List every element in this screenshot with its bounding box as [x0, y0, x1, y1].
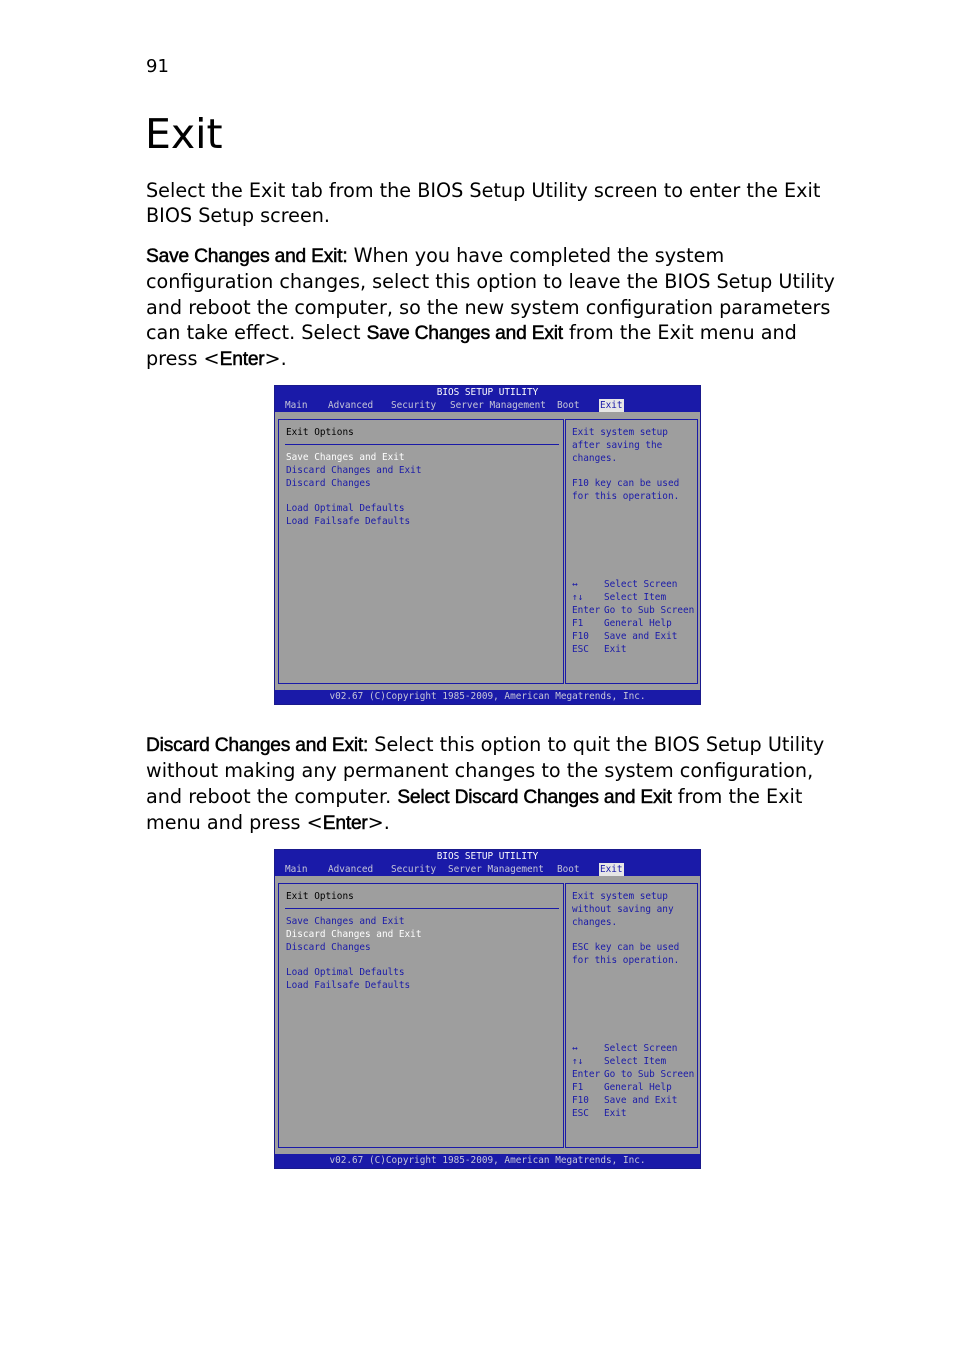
- intro-paragraph: Select the Exit tab from the BIOS Setup Utility screen to enter the Exit BIOS Setup screen.: [146, 179, 821, 228]
- bios-key-desc: Save and Exit: [604, 1095, 678, 1106]
- discard-text-3: >.: [367, 810, 390, 834]
- bios-key-f1: F1: [572, 1082, 584, 1093]
- bios-help-line: without saving any: [572, 904, 674, 915]
- bios-divider: [285, 444, 559, 445]
- save-changes-paragraph: [146, 243, 846, 372]
- bios-menu-bar: [275, 399, 700, 412]
- bios-help-line: changes.: [572, 917, 618, 928]
- bios-help-line: Exit system setup: [572, 891, 668, 902]
- bios-key-enter: Enter: [572, 1069, 601, 1080]
- bios-key-desc: Go to Sub Screen: [604, 1069, 695, 1080]
- bios-key-f10: F10: [572, 631, 589, 642]
- bios-tab-main[interactable]: Main: [285, 400, 308, 411]
- bios-menu-bar: [275, 863, 700, 876]
- bios-title: BIOS SETUP UTILITY: [275, 386, 700, 399]
- bios-option-load-failsafe-defaults[interactable]: Load Failsafe Defaults: [286, 516, 411, 527]
- bios-tab-advanced[interactable]: Advanced: [328, 400, 374, 411]
- bios-help-line: ESC key can be used: [572, 942, 680, 953]
- discard-changes-paragraph: [146, 732, 846, 836]
- discard-bold-2: Enter: [322, 812, 368, 834]
- bios-key-desc: Save and Exit: [604, 631, 678, 642]
- bios-help-line: for this operation.: [572, 491, 680, 502]
- save-bold-1: Save Changes and Exit: [366, 322, 563, 344]
- bios-option-load-optimal-defaults[interactable]: Load Optimal Defaults: [286, 967, 405, 978]
- bios-option-save-changes-and-exit[interactable]: Save Changes and Exit: [286, 452, 405, 463]
- bios-help-panel: [565, 883, 698, 1148]
- bios-key-f10: F10: [572, 1095, 589, 1106]
- bios-tab-server-management[interactable]: Server Management: [450, 400, 546, 411]
- bios-tab-exit[interactable]: Exit: [600, 400, 623, 411]
- bios-key-desc: Select Screen: [604, 579, 678, 590]
- discard-text-2: from the Exit menu and press <: [146, 784, 803, 834]
- discard-term: Discard Changes and Exit:: [146, 735, 369, 756]
- bios-key-desc: General Help: [604, 618, 672, 629]
- bios-option-discard-changes[interactable]: Discard Changes: [286, 942, 371, 953]
- bios-key-arrows-lr: ↔: [572, 1043, 578, 1054]
- bios-help-line: changes.: [572, 453, 618, 464]
- bios-option-discard-changes-and-exit[interactable]: Discard Changes and Exit: [286, 929, 422, 940]
- bios-key-f1: F1: [572, 618, 584, 629]
- bios-tab-exit[interactable]: Exit: [600, 864, 623, 875]
- bios-footer: v02.67 (C)Copyright 1985-2009, American Megatrends, Inc.: [275, 690, 700, 704]
- bios-options-panel: [278, 883, 564, 1148]
- page-number: 91: [146, 56, 169, 77]
- bios-key-desc: General Help: [604, 1082, 672, 1093]
- bios-option-load-failsafe-defaults[interactable]: Load Failsafe Defaults: [286, 980, 411, 991]
- bios-tab-advanced[interactable]: Advanced: [328, 864, 374, 875]
- bios-option-save-changes-and-exit[interactable]: Save Changes and Exit: [286, 916, 405, 927]
- bios-tab-boot[interactable]: Boot: [557, 864, 580, 875]
- bios-footer: v02.67 (C)Copyright 1985-2009, American Megatrends, Inc.: [275, 1154, 700, 1168]
- bios-key-esc: ESC: [572, 644, 589, 655]
- bios-key-desc: Select Screen: [604, 1043, 678, 1054]
- bios-help-panel: [565, 419, 698, 684]
- bios-key-arrows-lr: ↔: [572, 579, 578, 590]
- bios-option-discard-changes[interactable]: Discard Changes: [286, 478, 371, 489]
- page-title: Exit: [145, 110, 223, 158]
- bios-options-panel: [278, 419, 564, 684]
- bios-divider: [285, 908, 559, 909]
- bios-key-desc: Exit: [604, 1108, 627, 1119]
- bios-tab-boot[interactable]: Boot: [557, 400, 580, 411]
- bios-screen-save: [274, 385, 701, 705]
- bios-panel-heading: Exit Options: [286, 427, 354, 438]
- bios-option-discard-changes-and-exit[interactable]: Discard Changes and Exit: [286, 465, 422, 476]
- bios-screen-discard: [274, 849, 701, 1169]
- bios-tab-security[interactable]: Security: [391, 864, 437, 875]
- bios-key-desc: Go to Sub Screen: [604, 605, 695, 616]
- discard-text-1: Select this option to quit the BIOS Setup Utility without making any permanent changes to the system configuration, and reboot the computer.: [146, 733, 825, 808]
- bios-tab-main[interactable]: Main: [285, 864, 308, 875]
- bios-key-arrows-ud: ↑↓: [572, 1056, 584, 1067]
- bios-key-desc: Select Item: [604, 592, 667, 603]
- bios-panel-heading: Exit Options: [286, 891, 354, 902]
- save-text-2: from the Exit menu and press <: [146, 320, 797, 371]
- bios-help-line: Exit system setup: [572, 427, 668, 438]
- save-text-3: >.: [264, 347, 287, 371]
- bios-help-line: for this operation.: [572, 955, 680, 966]
- bios-help-line: after saving the: [572, 440, 663, 451]
- bios-help-line: F10 key can be used: [572, 478, 680, 489]
- bios-key-arrows-ud: ↑↓: [572, 592, 584, 603]
- bios-title: BIOS SETUP UTILITY: [275, 850, 700, 863]
- save-term: Save Changes and Exit:: [146, 246, 348, 267]
- bios-key-esc: ESC: [572, 1108, 589, 1119]
- save-text-1: When you have completed the system configuration changes, select this option to leave the BIOS Setup Utility and reboot the computer, so the new system configuration parameters can take effect. Select: [146, 244, 835, 344]
- bios-option-load-optimal-defaults[interactable]: Load Optimal Defaults: [286, 503, 405, 514]
- bios-key-desc: Exit: [604, 644, 627, 655]
- bios-tab-security[interactable]: Security: [391, 400, 437, 411]
- bios-key-desc: Select Item: [604, 1056, 667, 1067]
- bios-tab-server-management[interactable]: Server Management: [448, 864, 544, 875]
- discard-bold-1: Select Discard Changes and Exit: [397, 786, 672, 808]
- save-bold-2: Enter: [219, 349, 265, 371]
- bios-key-enter: Enter: [572, 605, 601, 616]
